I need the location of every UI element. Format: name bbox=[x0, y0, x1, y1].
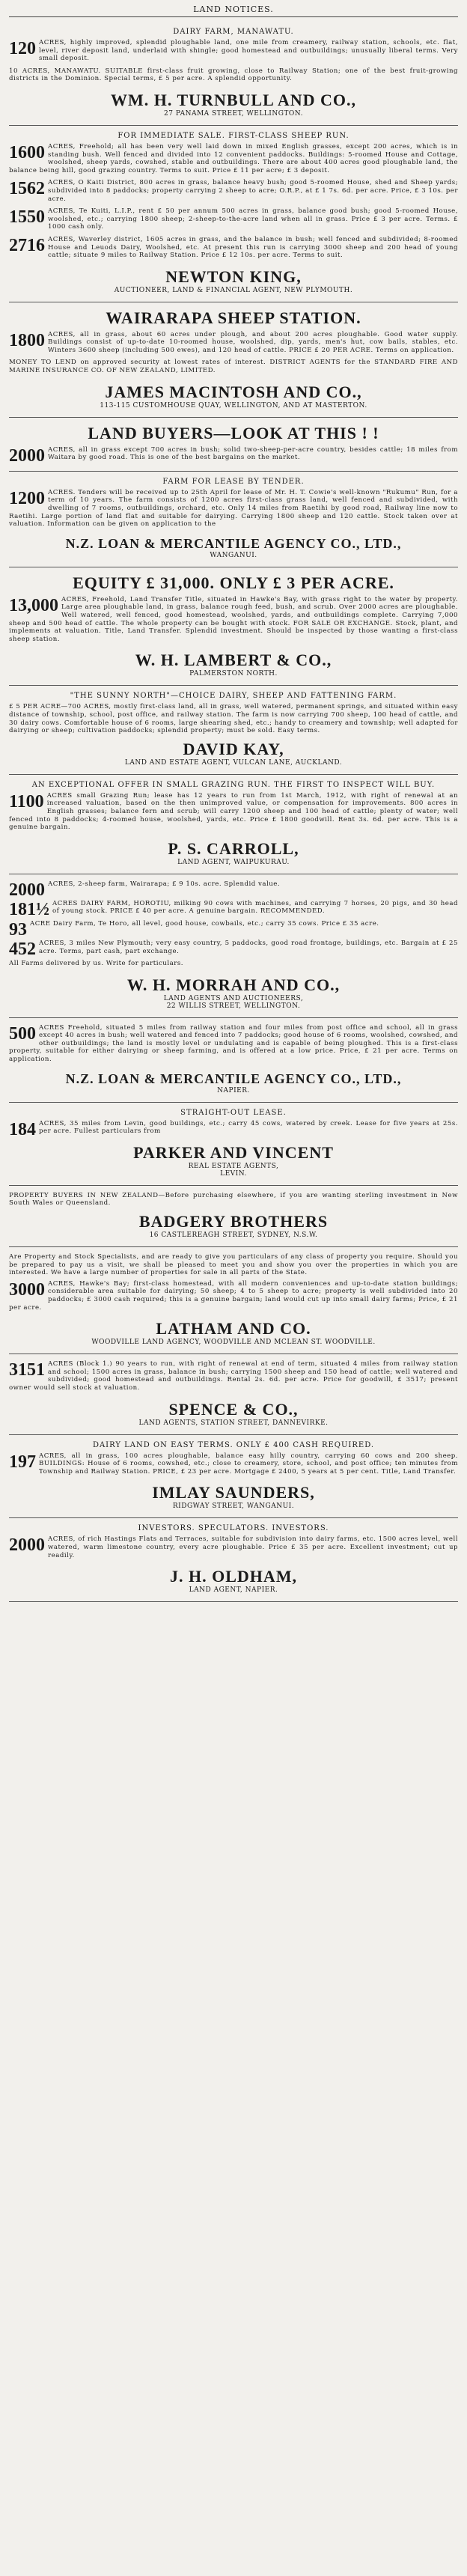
ad-heading: "THE SUNNY NORTH"—CHOICE DAIRY, SHEEP AND FATTENING FARM. bbox=[70, 692, 397, 701]
listing-text: ACRES, highly improved, splendid ploughable land, one mile from creamery, railway station, schools, etc. flat, level, river deposit land, underlaid with shingle; good homestead and outbuildings; unusually liberal terms. Very small deposit. bbox=[39, 39, 458, 63]
listing-lead-number: 1550 bbox=[9, 207, 45, 228]
firm-name: IMLAY SAUNDERS, bbox=[152, 1483, 315, 1502]
firm-signature bbox=[9, 1071, 458, 1094]
firm-signature bbox=[9, 91, 458, 118]
firm-signature bbox=[9, 1143, 458, 1178]
firm-name: N.Z. LOAN & MERCANTILE AGENCY CO., LTD., bbox=[65, 535, 402, 551]
ad-heading: DAIRY FARM, MANAWATU. bbox=[173, 28, 294, 36]
advertisement bbox=[9, 302, 458, 418]
listing-lead-number: 2000 bbox=[9, 880, 45, 900]
advertisement bbox=[9, 1247, 458, 1354]
listing-lead-number: 1600 bbox=[9, 142, 45, 162]
listing-text: ACRES, Freehold, Land Transfer Title, situated in Hawke's Bay, with grass right to the water by property. Large area ploughable land, in grass, balance rough feed, bush, and scrub. Over 2000 acres are ploughable. Well watered, well fenced, good homestead, woolshed, yards, and outbuildings complete. Carrying 7,000 sheep and 500 head of cattle. The whole property can be bought with stock. FOR SALE OR EXCHANGE. Stock, plant, and implements at valuation. Title, Land Transfer. Splendid investment. Should be inspected by those wanting a first-class sheep station. bbox=[9, 595, 458, 643]
listing-text: MONEY TO LEND on approved security at lowest rates of interest. DISTRICT AGENTS for the STANDARD FIRE AND MARINE INSURANCE CO. OF NEW ZEALAND, LIMITED. bbox=[9, 359, 458, 375]
advertisement bbox=[9, 1103, 458, 1186]
listing bbox=[9, 1024, 458, 1064]
listing-lead-number: 1562 bbox=[9, 179, 45, 199]
ad-heading: LAND BUYERS—LOOK AT THIS ! ! bbox=[88, 423, 379, 442]
listing-lead-number: 181½ bbox=[9, 899, 49, 919]
firm-address: PALMERSTON NORTH. bbox=[189, 670, 278, 678]
listing bbox=[9, 359, 458, 374]
firm-address: 113-115 CUSTOMHOUSE QUAY, WELLINGTON, AND AT MASTERTON. bbox=[100, 401, 367, 409]
listing-text: ACRES, O Kaiti District, 800 acres in grass, balance heavy bush; good 5-roomed House, shed and Sheep yards; subdivided into 8 paddocks; property carrying 2 sheep to acre; O.R.P., at £ 1 7s. 6d. per acre. Price, £ 3 10s. per acre. bbox=[48, 179, 458, 203]
listing bbox=[9, 703, 458, 734]
listing-lead-number: 197 bbox=[9, 1452, 36, 1472]
firm-name: BADGERY BROTHERS bbox=[138, 1212, 329, 1231]
listing-text: ACRES, all in grass, about 60 acres under plough, and about 200 acres ploughable. Good water supply. Buildings consist of up-to-date 10-roomed house, woolshed, dip, yards, men's hut, cow bails, stables, etc. Winters 3600 sheep (including 500 ewes), and 120 head of cattle. PRICE £ 20 PER ACRE. Terms on application. bbox=[48, 330, 458, 354]
firm-address: 27 PANAMA STREET, WELLINGTON. bbox=[164, 109, 303, 118]
listing-text: ACRES small Grazing Run; lease has 12 years to run from 1st March, 1912, with right of renewal at an increased valuation, based on the then unimproved value, or compensation for improvements. 800 acres in English grasses; balance fern and scrub; will carry 1200 sheep and 100 head of cattle; plenty of water; well fenced into 8 paddocks; 4-roomed house, woolshed, yards, etc. Price £ 1800 goodwill. Rent 3s. 6d. per acre. This is a genuine bargain. bbox=[9, 791, 458, 832]
firm-address: RIDGWAY STREET, WANGANUI. bbox=[172, 1502, 295, 1511]
firm-name: SPENCE & CO., bbox=[168, 1399, 299, 1419]
listing bbox=[9, 207, 458, 231]
listing-text: ACRES, Te Kuiti, L.I.P., rent £ 50 per annum 500 acres in grass, balance good bush; good 5-roomed House, woolshed, etc.; carrying 1800 sheep; 2-sheep-to-the-acre land when all in grass. Price £ 3 per acre. Terms. £ 1000 cash only. bbox=[48, 207, 458, 231]
listing bbox=[9, 880, 458, 900]
listing-lead-number: 1800 bbox=[9, 330, 45, 350]
listing bbox=[9, 67, 458, 83]
advertisement bbox=[9, 686, 458, 774]
firm-name: W. H. MORRAH AND CO., bbox=[126, 975, 341, 994]
firm-signature bbox=[9, 839, 458, 866]
listing-lead-number: 1200 bbox=[9, 488, 45, 508]
firm-signature bbox=[9, 1212, 458, 1239]
advertisement bbox=[9, 1018, 458, 1103]
firm-description: REAL ESTATE AGENTS, bbox=[188, 1162, 279, 1170]
firm-signature bbox=[9, 651, 458, 678]
listing-text: ACRE Dairy Farm, Te Horo, all level, good house, cowbails, etc.; carry 35 cows. Price £ 35 acre. bbox=[30, 919, 379, 928]
firm-name: WM. H. TURNBULL AND CO., bbox=[111, 90, 356, 109]
ad-heading: EQUITY £ 31,000. ONLY £ 3 PER ACRE. bbox=[73, 573, 394, 592]
listing bbox=[9, 939, 458, 959]
newspaper-page bbox=[9, 0, 458, 1602]
listing-text: ACRES, 3 miles New Plymouth; very easy country, 5 paddocks, good road frontage, buildings, etc. Bargain at £ 25 acre. Terms, part cash, part exchange. bbox=[39, 939, 458, 955]
ad-heading: AN EXCEPTIONAL OFFER IN SMALL GRAZING RUN. THE FIRST TO INSPECT WILL BUY. bbox=[31, 780, 436, 789]
ad-heading: FARM FOR LEASE BY TENDER. bbox=[162, 477, 305, 486]
ad-heading: STRAIGHT-OUT LEASE. bbox=[180, 1108, 287, 1117]
advertisement bbox=[9, 874, 458, 1018]
listing-text: ACRES, of rich Hastings Flats and Terraces, suitable for subdivision into dairy farms, etc. 1500 acres level, well watered, warm limestone country, every acre ploughable. Price £ 35 per acre. Excellent investment; cut up readily. bbox=[48, 1535, 458, 1559]
listing bbox=[9, 39, 458, 63]
listing-text: ACRES, 35 miles from Levin, good buildings, etc.; carry 45 cows, watered by creek. Lease for five years at 25s. per acre. Fullest particulars from bbox=[39, 1119, 458, 1136]
firm-description: WOODVILLE LAND AGENCY, WOODVILLE AND MCLEAN ST. WOODVILLE. bbox=[91, 1339, 376, 1347]
listing-lead-number: 120 bbox=[9, 39, 36, 58]
firm-name: PARKER AND VINCENT bbox=[133, 1142, 334, 1162]
firm-signature bbox=[9, 740, 458, 767]
listing-text: ACRES, all in grass, 100 acres ploughable, balance easy hilly country, carrying 60 cows and 200 sheep. BUILDINGS: House of 6 rooms, cowshed, etc.; close to creamery, store, school, and post office; ten minutes from Township and Railway Station. PRICE, £ 23 per acre. Mortgage £ 2400, 5 years at 5 per cent. Title, Land Transfer. bbox=[39, 1452, 458, 1476]
listing-lead-number: 2716 bbox=[9, 235, 45, 255]
firm-signature bbox=[9, 383, 458, 409]
firm-name: W. H. LAMBERT & CO., bbox=[135, 651, 332, 670]
listing-lead-number: 3000 bbox=[9, 1279, 45, 1300]
ad-heading: FOR IMMEDIATE SALE. FIRST-CLASS SHEEP RUN. bbox=[117, 131, 350, 140]
listing bbox=[9, 445, 458, 466]
firm-description: LAND AGENT, NAPIER. bbox=[189, 1586, 278, 1595]
listing-lead-number: 184 bbox=[9, 1119, 36, 1139]
advertisement bbox=[9, 418, 458, 472]
listing-lead-number: 452 bbox=[9, 939, 36, 959]
firm-signature bbox=[9, 536, 458, 559]
ad-heading: INVESTORS. SPECULATORS. INVESTORS. bbox=[138, 1524, 329, 1533]
ad-heading: WAIRARAPA SHEEP STATION. bbox=[106, 308, 361, 327]
firm-signature bbox=[9, 1400, 458, 1427]
listing-text: ACRES, Freehold; all has been very well laid down in mixed English grasses, except 200 acres, which is in standing bush. Well fenced and divided into 12 convenient paddocks. Buildings: 5-roomed House and Cottage, woolshed, sheep yards, cowshed, stable and outbuildings. There are about 400 acres good ploughable land, the balance being hill, good grazing country. Terms to suit. Price £ 11 per acre; £ 3 deposit. bbox=[9, 142, 458, 174]
firm-signature bbox=[9, 1319, 458, 1346]
firm-description: AUCTIONEER, LAND & FINANCIAL AGENT, NEW PLYMOUTH. bbox=[114, 286, 353, 294]
firm-address: 22 WILLIS STREET, WELLINGTON. bbox=[166, 1002, 301, 1010]
listing-lead-number: 13,000 bbox=[9, 595, 58, 615]
listing bbox=[9, 792, 458, 832]
ads-column bbox=[9, 22, 458, 1602]
advertisement bbox=[9, 472, 458, 567]
listing bbox=[9, 919, 458, 940]
listing bbox=[9, 899, 458, 919]
firm-address: WANGANUI. bbox=[210, 551, 257, 559]
firm-signature bbox=[9, 1483, 458, 1510]
listing bbox=[9, 179, 458, 203]
firm-description: LAND AGENTS AND AUCTIONEERS, bbox=[163, 994, 304, 1002]
ad-heading: DAIRY LAND ON EASY TERMS. ONLY £ 400 CASH REQUIRED. bbox=[92, 1440, 375, 1449]
listing-lead-number: 2000 bbox=[9, 1535, 45, 1556]
section-header: LAND NOTICES. bbox=[9, 3, 458, 17]
firm-name: DAVID KAY, bbox=[183, 739, 284, 758]
firm-signature bbox=[9, 975, 458, 1010]
listing bbox=[9, 960, 458, 968]
advertisement bbox=[9, 567, 458, 686]
listing bbox=[9, 143, 458, 174]
firm-address: NAPIER. bbox=[217, 1086, 250, 1094]
listing-text: ACRES, Hawke's Bay; first-class homestead, with all modern conveniences and up-to-date station buildings; considerable area suitable for dairying; 50 sheep; 4 to 5 sheep to acre; property is well subdivided into 20 paddocks; £ 3000 cash required; this is a genuine bargain; land would cut up into small dairy farms; Price, £ 21 per acre. bbox=[9, 1279, 458, 1312]
listing-lead-number: 93 bbox=[9, 919, 27, 940]
listing bbox=[9, 596, 458, 644]
advertisement bbox=[9, 1518, 458, 1602]
advertisement bbox=[9, 126, 458, 302]
firm-name: P. S. CARROLL, bbox=[168, 838, 299, 858]
listing-text: £ 5 PER ACRE—700 ACRES, mostly first-class land, all in grass, well watered, permanent springs, and situated within easy distance of township, school, post office, and railway station. The farm is now carrying 700 sheep, 100 head of cattle, and 30 dairy cows. Comfortable house of 6 rooms, large shearing shed, etc.; handy to creamery and township; well adapted for dairying or sheep; cultivation paddocks; splendid property; must be sold. Easy terms. bbox=[9, 703, 458, 735]
listing bbox=[9, 1280, 458, 1312]
firm-description: LAND AGENTS, STATION STREET, DANNEVIRKE. bbox=[138, 1419, 329, 1427]
firm-name: N.Z. LOAN & MERCANTILE AGENCY CO., LTD., bbox=[65, 1071, 402, 1086]
firm-signature bbox=[9, 267, 458, 294]
firm-name: JAMES MACINTOSH AND CO., bbox=[105, 382, 362, 401]
firm-name: LATHAM AND CO. bbox=[156, 1319, 311, 1339]
firm-address: LEVIN. bbox=[220, 1169, 247, 1178]
listing-lead-number: 500 bbox=[9, 1023, 36, 1044]
firm-name: NEWTON KING, bbox=[165, 267, 302, 286]
firm-description: LAND AGENT, WAIPUKURAU. bbox=[177, 858, 290, 866]
listing bbox=[9, 1192, 458, 1208]
listing-text: ACRES, 2-sheep farm, Wairarapa; £ 9 10s. acre. Splendid value. bbox=[48, 880, 281, 888]
listing bbox=[9, 331, 458, 355]
listing-text: ACRES, all in grass except 700 acres in bush; solid two-sheep-per-acre country, besides cattle; 18 miles from Waitara by good road. This is one of the best bargains on the market. bbox=[48, 445, 458, 462]
listing-text: ACRES (Block 1.) 90 years to run, with right of renewal at end of term, situated 4 miles from railway station and school; 1500 acres in grass, balance in bush; carrying 1500 sheep and 150 head of cattle; well watered and subdivided; good homestead and outbuildings. Rental 2s. 6d. per acre. Price for goodwill, £ 3517; present owner would sell stock at valuation. bbox=[9, 1360, 458, 1392]
listing bbox=[9, 489, 458, 529]
listing-text: 10 ACRES, MANAWATU. SUITABLE first-class fruit growing, close to Railway Station; one of the best fruit-growing districts in the Dominion. Special terms, £ 5 per acre. A splendid opportunity. bbox=[9, 67, 458, 83]
listing bbox=[9, 1253, 458, 1277]
listing-lead-number: 1100 bbox=[9, 791, 44, 812]
firm-address: 16 CASTLEREAGH STREET, SYDNEY, N.S.W. bbox=[149, 1231, 318, 1240]
listing-lead-number: 3151 bbox=[9, 1360, 45, 1380]
advertisement bbox=[9, 1186, 458, 1247]
advertisement bbox=[9, 1354, 458, 1434]
listing-lead-number: 2000 bbox=[9, 445, 45, 466]
firm-signature bbox=[9, 1567, 458, 1594]
listing-text: PROPERTY BUYERS IN NEW ZEALAND—Before purchasing elsewhere, if you are wanting sterling investment in New South Wales or Queensland. bbox=[9, 1191, 458, 1208]
listing bbox=[9, 236, 458, 260]
listing-text: ACRES, Waverley district, 1605 acres in grass, and the balance in bush; well fenced and subdivided; 8-roomed House and Leuods Dairy, Woolshed, etc. At present this run is carrying 3000 sheep and 200 head of young cattle; situate 9 miles to Railway Station. Price £ 12 10s. per acre. Terms to suit. bbox=[48, 235, 458, 260]
advertisement bbox=[9, 1435, 458, 1519]
advertisement bbox=[9, 775, 458, 874]
firm-description: LAND AND ESTATE AGENT, VULCAN LANE, AUCKLAND. bbox=[124, 758, 343, 767]
listing-text: ACRES DAIRY FARM, HOROTIU, milking 90 cows with machines, and carrying 7 horses, 20 pigs, and 30 head of young stock. PRICE £ 40 per acre. A genuine bargain. RECOMMENDED. bbox=[52, 899, 458, 916]
listing-text: ACRES Freehold, situated 5 miles from railway station and four miles from post office and school, all in grass except 40 acres in bush; well watered and fenced into 7 paddocks; good house of 6 rooms, woolshed, cowshed, and other outbuildings; the land is mostly level or undulating and is capable of being ploughed. This is a first-class property, suitable for either dairying or sheep farming, and is offered at a low price. Price, £ 21 per acre. Terms on application. bbox=[9, 1023, 458, 1064]
listing bbox=[9, 1535, 458, 1559]
listing-text: Are Property and Stock Specialists, and are ready to give you particulars of any class of property you require. Should you be prepared to pay us a visit, we shall be pleased to meet you and show you over the properties in which you are interested. We have a large number of properties for sale in all parts of the State. bbox=[9, 1253, 458, 1277]
listing-text: ACRES. Tenders will be received up to 25th April for lease of Mr. H. T. Cowie's well-known "Rukumu" Run, for a term of 10 years. The farm consists of 1200 acres first-class grass land, well fenced and subdivided, with dwelling of 7 rooms, outbuildings, orchard, etc. Only 14 miles from Raetihi by good road, Railway line now to Raetihi. Large portion of land flat and suitable for dairying. Carrying 1800 sheep and 120 cattle. Stock taken over at valuation. Information can be given on application to the bbox=[9, 488, 458, 529]
advertisement bbox=[9, 22, 458, 126]
firm-name: J. H. OLDHAM, bbox=[169, 1567, 298, 1586]
listing-text: All Farms delivered by us. Write for particulars. bbox=[9, 960, 183, 968]
listing bbox=[9, 1360, 458, 1392]
listing bbox=[9, 1119, 458, 1139]
listing bbox=[9, 1452, 458, 1476]
